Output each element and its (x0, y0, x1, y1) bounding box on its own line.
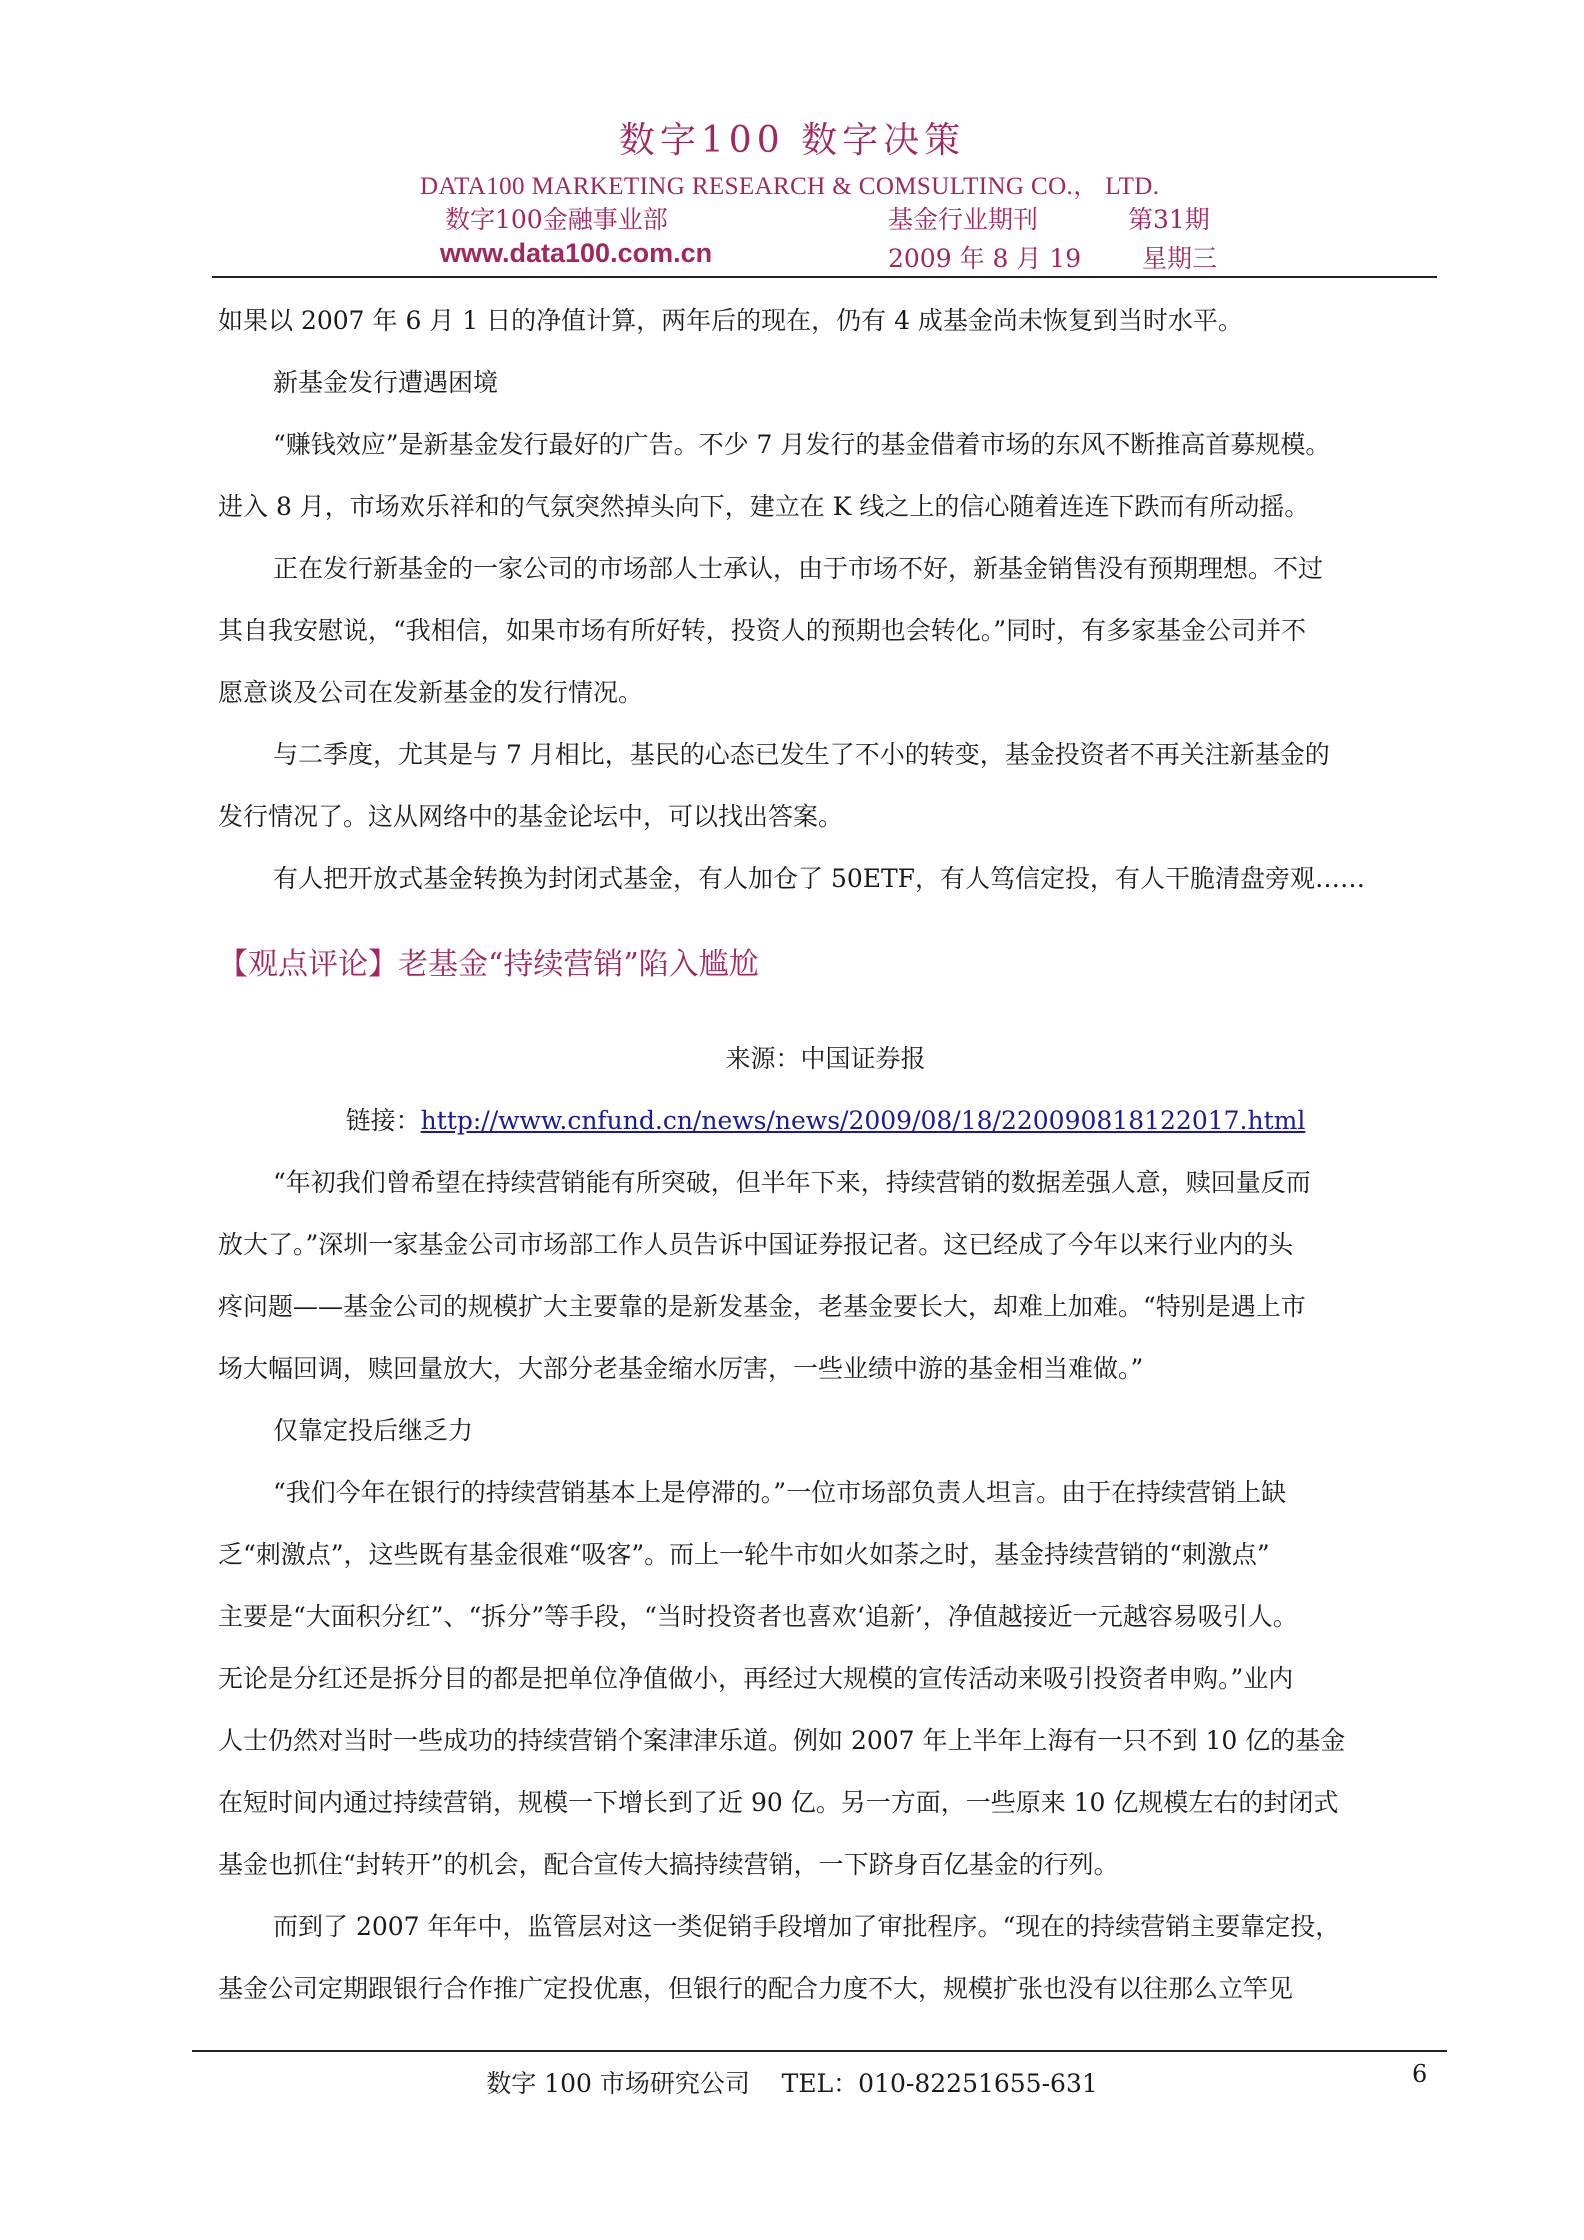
footer-info (0, 2064, 1584, 2100)
paragraph: 正在发行新基金的一家公司的市场部人士承认，由于市场不好，新基金销售没有预期理想。不过 (273, 554, 1324, 583)
paragraph: 在短时间内通过持续营销，规模一下增长到了近 90 亿。另一方面，一些原来 10 亿规模左右的封闭式 (218, 1788, 1339, 1817)
footer-tel: TEL：010-82251655-631 (781, 2069, 1098, 2098)
paragraph: 疼问题——基金公司的规模扩大主要靠的是新发基金，老基金要长大，却难上加难。“特别是遇上市 (218, 1292, 1306, 1321)
footer-divider (192, 2050, 1447, 2052)
section-subheading: 新基金发行遭遇困境 (273, 368, 499, 397)
link-label: 链接： (345, 1106, 421, 1135)
article-source: 来源：中国证券报 (725, 1044, 926, 1073)
paragraph: 放大了。”深圳一家基金公司市场部工作人员告诉中国证券报记者。这已经成了今年以来行业内的头 (218, 1230, 1294, 1259)
article-link-line (218, 1090, 1433, 1152)
paragraph: 如果以 2007 年 6 月 1 日的净值计算，两年后的现在，仍有 4 成基金尚未恢复到当时水平。 (218, 306, 1243, 335)
footer-company: 数字 100 市场研究公司 (486, 2069, 750, 2098)
paragraph: 场大幅回调，赎回量放大，大部分老基金缩水厉害，一些业绩中游的基金相当难做。” (218, 1354, 1144, 1383)
article-body (218, 290, 1433, 2020)
section-subheading: 仅靠定投后继乏力 (273, 1416, 474, 1445)
paragraph: 其自我安慰说，“我相信，如果市场有所好转，投资人的预期也会转化。”同时，有多家基金公司并不 (218, 616, 1307, 645)
paragraph: 而到了 2007 年年中，监管层对这一类促销手段增加了审批程序。“现在的持续营销主要靠定投， (273, 1912, 1341, 1941)
paragraph: “年初我们曾希望在持续营销能有所突破，但半年下来，持续营销的数据差强人意，赎回量反而 (273, 1168, 1311, 1197)
issue-weekday: 星期三 (1142, 244, 1218, 273)
page-number: 6 (1412, 2060, 1428, 2088)
company-name-en: DATA100 MARKETING RESEARCH & COMSULTING CO.， LTD. (420, 173, 1160, 200)
paragraph: “赚钱效应”是新基金发行最好的广告。不少 7 月发行的基金借着市场的东风不断推高首募规模。 (273, 430, 1331, 459)
brand-title: 数字100 数字决策 (618, 120, 966, 161)
paragraph: 与二季度，尤其是与 7 月相比，基民的心态已发生了不小的转变，基金投资者不再关注新基金的 (273, 740, 1330, 769)
header-divider (212, 276, 1437, 278)
paragraph: 人士仍然对当时一些成功的持续营销个案津津乐道。例如 2007 年上半年上海有一只不到 10 亿的基金 (218, 1726, 1346, 1755)
journal-name: 基金行业期刊 (888, 205, 1039, 234)
division-name: 数字100金融事业部 (445, 205, 668, 234)
paragraph: 无论是分红还是拆分目的都是把单位净值做小，再经过大规模的宣传活动来吸引投资者申购。”业内 (218, 1664, 1294, 1693)
issue-date: 2009 年 8 月 19 (888, 244, 1082, 273)
paragraph: 主要是“大面积分红”、“拆分”等手段，“当时投资者也喜欢‘追新’，净值越接近一元越容易吸引人。 (218, 1602, 1298, 1631)
paragraph: 愿意谈及公司在发新基金的发行情况。 (218, 678, 644, 707)
paragraph: “我们今年在银行的持续营销基本上是停滞的。”一位市场部负责人坦言。由于在持续营销上缺 (273, 1478, 1287, 1507)
paragraph: 有人把开放式基金转换为封闭式基金，有人加仓了 50ETF，有人笃信定投，有人干脆清盘旁观…… (273, 864, 1366, 893)
paragraph: 基金也抓住“封转开”的机会，配合宣传大搞持续营销，一下跻身百亿基金的行列。 (218, 1850, 1119, 1879)
issue-number: 第31期 (1128, 205, 1210, 234)
paragraph: 进入 8 月，市场欢乐祥和的气氛突然掉头向下，建立在 K 线之上的信心随着连连下跌而有所动摇。 (218, 492, 1310, 521)
paragraph: 基金公司定期跟银行合作推广定投优惠，但银行的配合力度不大，规模扩张也没有以往那么立竿见 (218, 1974, 1294, 2003)
paragraph: 乏“刺激点”，这些既有基金很难“吸客”。而上一轮牛市如火如荼之时，基金持续营销的“刺激点” (218, 1540, 1270, 1569)
website-link[interactable]: www.data100.com.cn (440, 238, 713, 268)
article-title: 【观点评论】老基金“持续营销”陷入尴尬 (218, 947, 759, 982)
article-link[interactable]: http://www.cnfund.cn/news/news/2009/08/18/220090818122017.html (420, 1106, 1306, 1135)
paragraph: 发行情况了。这从网络中的基金论坛中，可以找出答案。 (218, 802, 844, 831)
